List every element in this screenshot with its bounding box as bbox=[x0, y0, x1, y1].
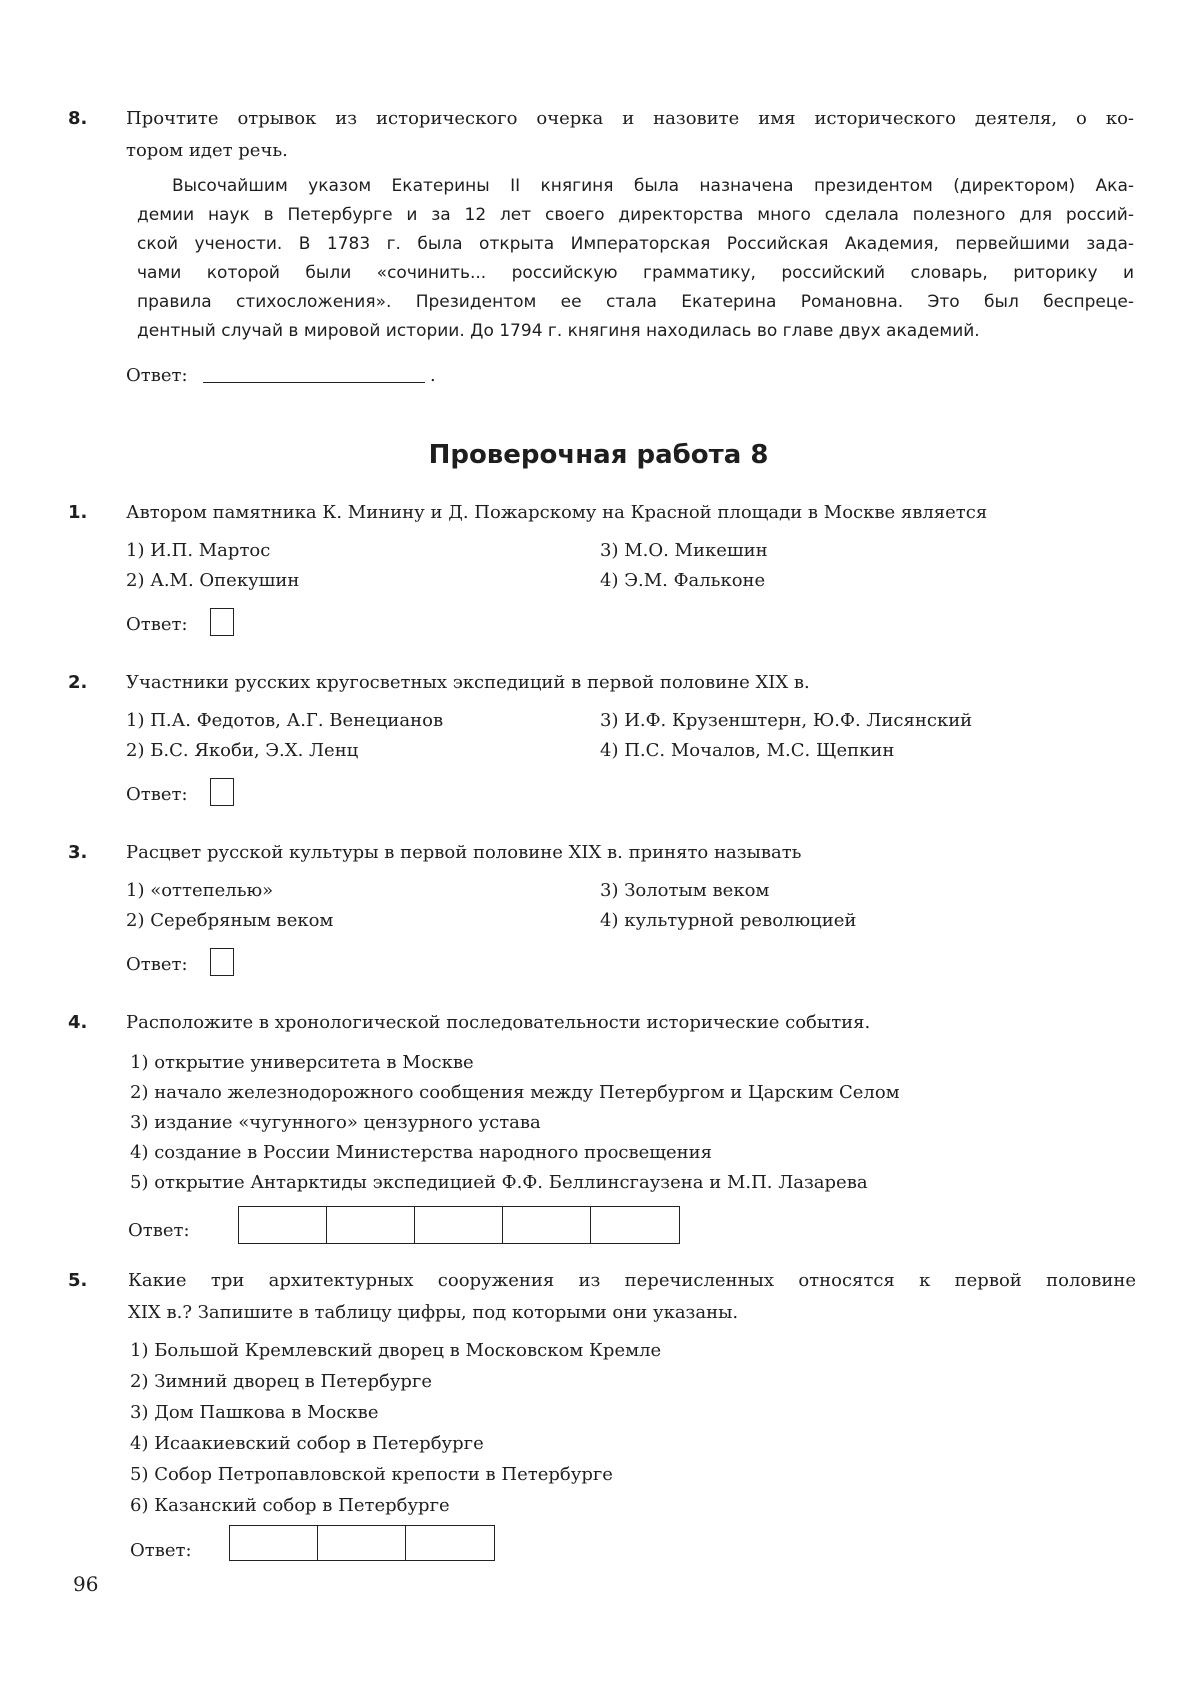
q3-option-2: 2) Серебряным веком bbox=[126, 910, 334, 931]
q3-number: 3. bbox=[68, 842, 88, 863]
q4-answer-cell[interactable] bbox=[327, 1207, 415, 1243]
q1-text: Автором памятника К. Минину и Д. Пожарскому на Красной площади в Москве является bbox=[126, 502, 988, 523]
q2-option-4: 4) П.С. Мочалов, М.С. Щепкин bbox=[600, 740, 895, 761]
q2-answer-box[interactable] bbox=[210, 778, 234, 806]
q2-option-3: 3) И.Ф. Крузенштерн, Ю.Ф. Лисянский bbox=[600, 710, 973, 731]
q1-option-2: 2) А.М. Опекушин bbox=[126, 570, 300, 591]
q5-answer-cell[interactable] bbox=[230, 1526, 318, 1560]
q5-item-6: 6) Казанский собор в Петербурге bbox=[130, 1495, 450, 1516]
q4-number: 4. bbox=[68, 1012, 88, 1033]
q2-number: 2. bbox=[68, 672, 88, 693]
task-8-passage-line-6: дентный случай в мировой истории. До 1794 г. княгиня находилась во главе двух академий. bbox=[137, 321, 980, 341]
task-8-passage-line-1: Высочайшим указом Екатерины II княгиня была назначена президентом (директором) Ака- bbox=[172, 176, 1134, 196]
q5-item-4: 4) Исаакиевский собор в Петербурге bbox=[130, 1433, 484, 1454]
q2-option-1: 1) П.А. Федотов, А.Г. Венецианов bbox=[126, 710, 444, 731]
q4-text: Расположите в хронологической последовательности исторические события. bbox=[126, 1012, 871, 1033]
q5-number: 5. bbox=[68, 1270, 88, 1291]
q3-answer-box[interactable] bbox=[210, 948, 234, 976]
q4-item-5: 5) открытие Антарктиды экспедицией Ф.Ф. Беллинсгаузена и М.П. Лазарева bbox=[130, 1172, 868, 1193]
q4-answer-cell[interactable] bbox=[239, 1207, 327, 1243]
q1-option-3: 3) М.О. Микешин bbox=[600, 540, 768, 561]
q5-answer-cell[interactable] bbox=[406, 1526, 494, 1560]
q4-answer-cell[interactable] bbox=[591, 1207, 679, 1243]
q4-answer-cell[interactable] bbox=[415, 1207, 503, 1243]
q5-answer-table[interactable] bbox=[229, 1525, 495, 1561]
q3-option-4: 4) культурной революцией bbox=[600, 910, 857, 931]
q3-option-3: 3) Золотым веком bbox=[600, 880, 770, 901]
task-8-question-line-1: Прочтите отрывок из исторического очерка и назовите имя исторического деятеля, о ко- bbox=[126, 108, 1134, 129]
task-8-passage-line-4: чами которой были «сочинить... российскую грамматику, российский словарь, риторику и bbox=[137, 263, 1134, 283]
q4-item-3: 3) издание «чугунного» цензурного устава bbox=[130, 1112, 541, 1133]
q5-text-line-1: Какие три архитектурных сооружения из перечисленных относятся к первой половине bbox=[128, 1270, 1136, 1291]
q1-option-1: 1) И.П. Мартос bbox=[126, 540, 271, 561]
task-8-passage-line-2: демии наук в Петербурге и за 12 лет своего директорства много сделала полезного для россий- bbox=[137, 205, 1134, 225]
q3-option-1: 1) «оттепелью» bbox=[126, 880, 274, 901]
q4-item-2: 2) начало железнодорожного сообщения между Петербургом и Царским Селом bbox=[130, 1082, 900, 1103]
task-8-number: 8. bbox=[68, 108, 88, 129]
task-8-answer-label: Ответ: bbox=[126, 365, 188, 386]
q2-answer-label: Ответ: bbox=[126, 784, 188, 805]
page-heading: Проверочная работа 8 bbox=[428, 440, 769, 470]
q1-number: 1. bbox=[68, 502, 88, 523]
q5-answer-label: Ответ: bbox=[130, 1540, 192, 1561]
q5-item-3: 3) Дом Пашкова в Москве bbox=[130, 1402, 379, 1423]
q3-answer-label: Ответ: bbox=[126, 954, 188, 975]
q4-answer-cell[interactable] bbox=[503, 1207, 591, 1243]
task-8-answer-period: . bbox=[430, 365, 436, 386]
task-8-passage-line-5: правила стихосложения». Президентом ее стала Екатерина Романовна. Это был беспреце- bbox=[137, 292, 1134, 312]
q1-answer-label: Ответ: bbox=[126, 614, 188, 635]
q5-answer-cell[interactable] bbox=[318, 1526, 406, 1560]
q3-text: Расцвет русской культуры в первой половине XIX в. принято называть bbox=[126, 842, 802, 863]
q2-option-2: 2) Б.С. Якоби, Э.Х. Ленц bbox=[126, 740, 359, 761]
task-8-answer-line[interactable] bbox=[203, 382, 425, 383]
q1-answer-box[interactable] bbox=[210, 608, 234, 636]
q4-answer-label: Ответ: bbox=[128, 1220, 190, 1241]
q5-item-5: 5) Собор Петропавловской крепости в Петербурге bbox=[130, 1464, 613, 1485]
q4-item-4: 4) создание в России Министерства народного просвещения bbox=[130, 1142, 713, 1163]
task-8-question-line-2: тором идет речь. bbox=[126, 140, 288, 161]
q5-item-1: 1) Большой Кремлевский дворец в Московском Кремле bbox=[130, 1340, 662, 1361]
q5-text-line-2: XIX в.? Запишите в таблицу цифры, под которыми они указаны. bbox=[128, 1302, 739, 1323]
q4-answer-table[interactable] bbox=[238, 1206, 680, 1244]
page-number: 96 bbox=[73, 1572, 99, 1596]
q1-option-4: 4) Э.М. Фальконе bbox=[600, 570, 766, 591]
q5-item-2: 2) Зимний дворец в Петербурге bbox=[130, 1371, 433, 1392]
task-8-passage-line-3: ской учености. В 1783 г. была открыта Императорская Российская Академия, первейшими зада- bbox=[137, 234, 1134, 254]
q4-item-1: 1) открытие университета в Москве bbox=[130, 1052, 474, 1073]
q2-text: Участники русских кругосветных экспедиций в первой половине XIX в. bbox=[126, 672, 810, 693]
